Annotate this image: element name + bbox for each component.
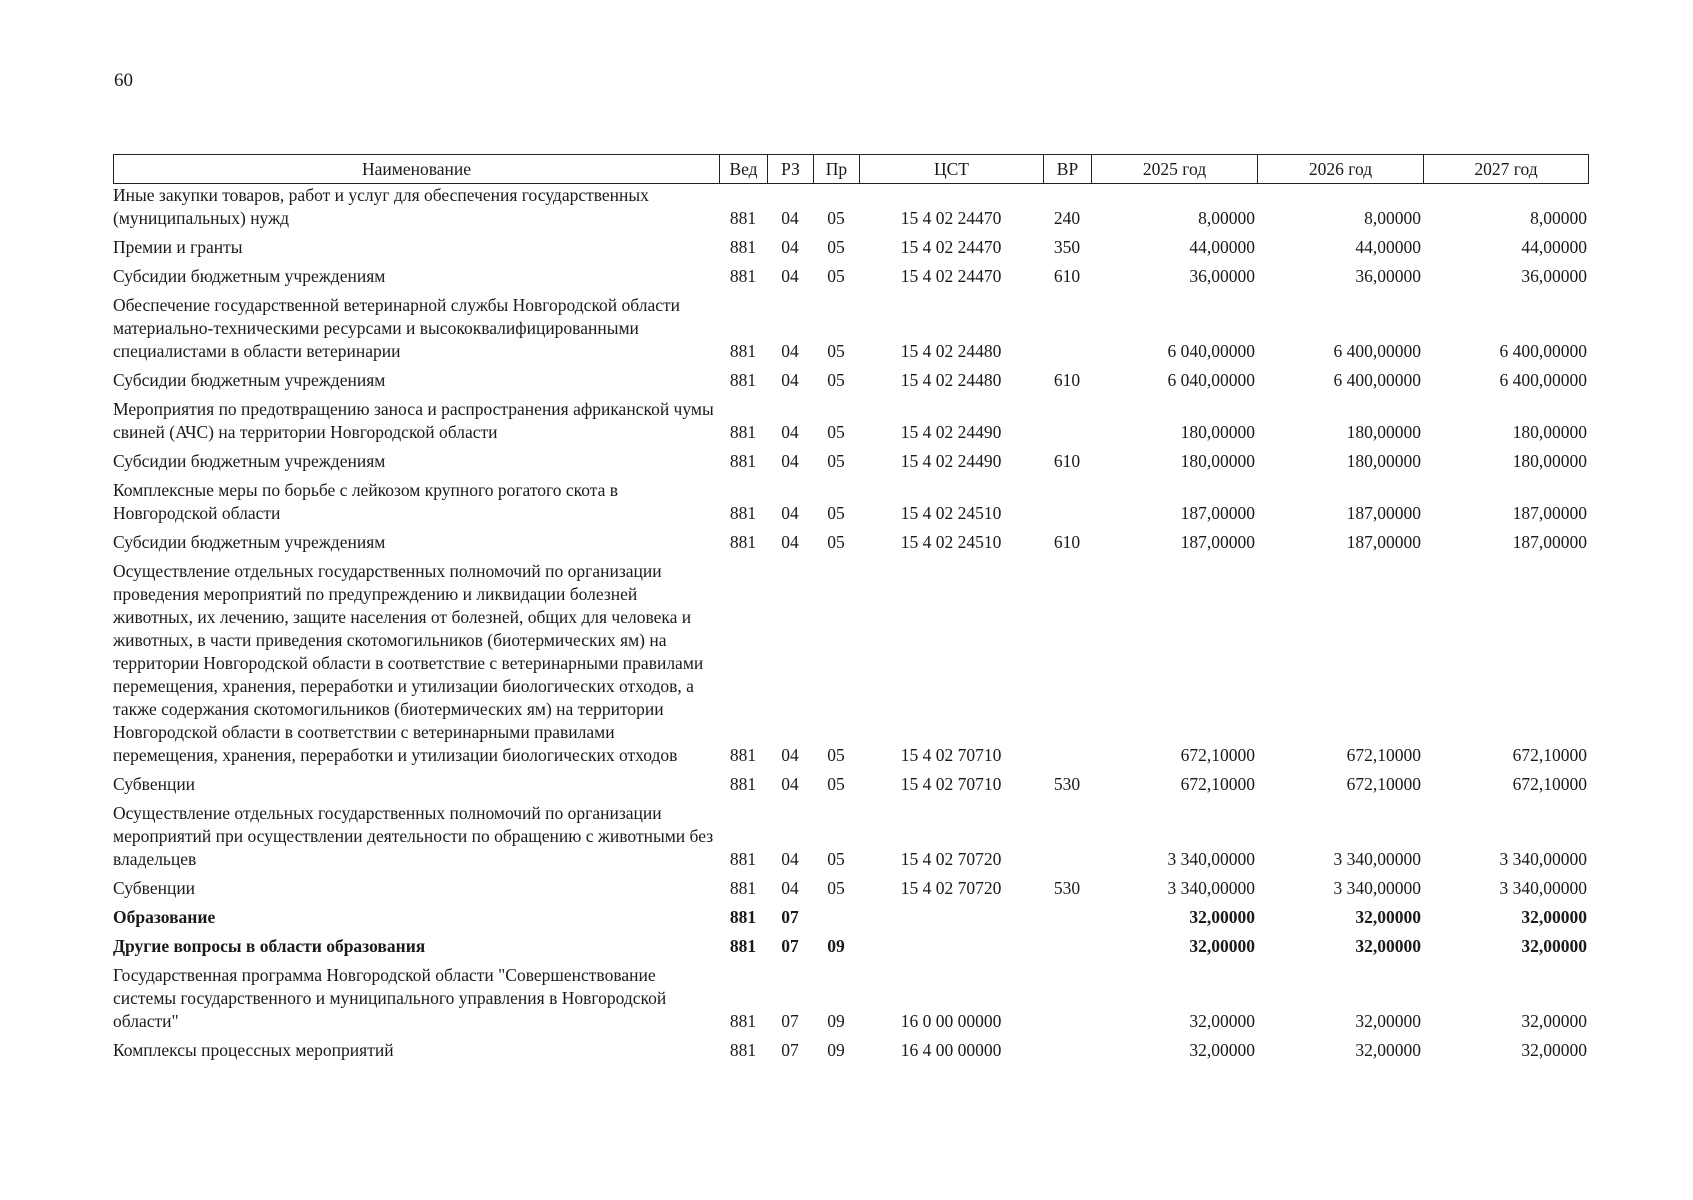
cell-2027: 44,00000 (1521, 237, 1587, 257)
cell-vr: 610 (1053, 370, 1081, 390)
cell-name: Другие вопросы в области образования (113, 936, 426, 956)
cell-pr: 05 (827, 849, 845, 869)
cell-2027: 32,00000 (1521, 1011, 1587, 1031)
cell-2027: 180,00000 (1512, 451, 1587, 471)
cell-ved: 881 (729, 208, 757, 228)
cell-vr (1043, 906, 1091, 935)
header-row (113, 154, 1589, 184)
cell-cst: 15 4 02 24510 (900, 503, 1002, 523)
cell-2025: 36,00000 (1189, 266, 1255, 286)
cell-name: Комплексы процессных мероприятий (113, 1040, 394, 1060)
cell-2027: 6 400,00000 (1499, 341, 1587, 361)
cell-2026: 3 340,00000 (1333, 878, 1421, 898)
cell-2026: 3 340,00000 (1333, 849, 1421, 869)
cell-pr: 05 (827, 341, 845, 361)
cell-ved: 881 (729, 745, 757, 765)
table-row (113, 369, 1589, 398)
header-year-2026: 2026 год (1257, 154, 1423, 184)
cell-2026: 180,00000 (1346, 422, 1421, 442)
cell-2025: 44,00000 (1189, 237, 1255, 257)
cell-2026: 36,00000 (1355, 266, 1421, 286)
cell-2027: 32,00000 (1521, 936, 1587, 956)
cell-cst: 15 4 02 24490 (900, 451, 1002, 471)
cell-name: Премии и гранты (113, 237, 243, 257)
cell-rz: 04 (781, 451, 799, 471)
cell-cst (859, 906, 1043, 935)
cell-2025: 187,00000 (1180, 503, 1255, 523)
cell-2025: 8,00000 (1198, 208, 1255, 228)
table-row (113, 236, 1589, 265)
table-row (113, 398, 1589, 450)
cell-name: Обеспечение государственной ветеринарной службы Новгородской области материально-техническими ресурсами и высококвалифицированными специалистами в области ветеринарии (113, 295, 681, 361)
cell-rz: 07 (781, 907, 799, 927)
cell-pr: 05 (827, 878, 845, 898)
cell-2025: 180,00000 (1180, 422, 1255, 442)
cell-rz: 04 (781, 341, 799, 361)
cell-2027: 32,00000 (1521, 1040, 1587, 1060)
table-row (113, 802, 1589, 877)
cell-pr: 09 (827, 1040, 845, 1060)
cell-pr: 05 (827, 503, 845, 523)
cell-vr: 530 (1053, 878, 1081, 898)
cell-rz: 04 (781, 208, 799, 228)
cell-pr: 09 (827, 1011, 845, 1031)
header-cst: ЦСТ (859, 154, 1043, 184)
cell-vr (1043, 802, 1091, 877)
cell-ved: 881 (729, 370, 757, 390)
cell-name: Субсидии бюджетным учреждениям (113, 451, 386, 471)
cell-cst: 15 4 02 24490 (900, 422, 1002, 442)
cell-name: Комплексные меры по борьбе с лейкозом крупного рогатого скота в Новгородской области (113, 480, 619, 523)
table-row (113, 479, 1589, 531)
cell-2025: 32,00000 (1189, 907, 1255, 927)
cell-2025: 6 040,00000 (1167, 341, 1255, 361)
cell-rz: 07 (781, 1011, 799, 1031)
cell-2025: 3 340,00000 (1167, 878, 1255, 898)
table-row (113, 1039, 1589, 1068)
table-header (113, 154, 1589, 184)
cell-name: Субвенции (113, 774, 196, 794)
cell-rz: 04 (781, 266, 799, 286)
cell-2026: 180,00000 (1346, 451, 1421, 471)
cell-vr (1043, 479, 1091, 531)
table-row (113, 450, 1589, 479)
cell-ved: 881 (729, 907, 757, 927)
cell-name: Осуществление отдельных государственных полномочий по организации мероприятий при осуществлении деятельности по обращению с животными без владельцев (113, 803, 714, 869)
cell-ved: 881 (729, 878, 757, 898)
table-row (113, 906, 1589, 935)
cell-cst: 15 4 02 70720 (900, 878, 1002, 898)
header-rz: РЗ (767, 154, 813, 184)
cell-2027: 8,00000 (1530, 208, 1587, 228)
cell-2026: 8,00000 (1364, 208, 1421, 228)
cell-vr (1043, 1039, 1091, 1068)
cell-ved: 881 (729, 341, 757, 361)
cell-ved: 881 (729, 451, 757, 471)
table-row (113, 265, 1589, 294)
cell-cst: 15 4 02 24470 (900, 266, 1002, 286)
cell-pr: 05 (827, 745, 845, 765)
table-row (113, 935, 1589, 964)
cell-2025: 187,00000 (1180, 532, 1255, 552)
header-vr: ВР (1043, 154, 1091, 184)
cell-vr: 610 (1053, 451, 1081, 471)
header-year-2025: 2025 год (1091, 154, 1257, 184)
cell-2026: 32,00000 (1355, 1011, 1421, 1031)
cell-2026: 672,10000 (1346, 745, 1421, 765)
table-row (113, 877, 1589, 906)
cell-2027: 6 400,00000 (1499, 370, 1587, 390)
table-row (113, 184, 1589, 236)
cell-cst (859, 935, 1043, 964)
cell-cst: 15 4 02 24480 (900, 370, 1002, 390)
cell-2026: 6 400,00000 (1333, 370, 1421, 390)
cell-cst: 15 4 02 24480 (900, 341, 1002, 361)
cell-cst: 15 4 02 70710 (900, 774, 1002, 794)
cell-2025: 3 340,00000 (1167, 849, 1255, 869)
cell-2026: 187,00000 (1346, 532, 1421, 552)
cell-rz: 07 (781, 936, 799, 956)
header-year-2027: 2027 год (1423, 154, 1589, 184)
cell-ved: 881 (729, 503, 757, 523)
cell-2027: 32,00000 (1521, 907, 1587, 927)
cell-ved: 881 (729, 1011, 757, 1031)
cell-name: Осуществление отдельных государственных полномочий по организации проведения мероприятий по предупреждению и ликвидации болезней животных, их лечению, защите населения от болезней, общих для человека и животных, в части приведения скотомогильников (биотермических ям) на территории Новгородской области в соответствие с ветеринарными правилами перемещения, хранения, переработки и утилизации биологических отходов, а также содержания скотомогильников (биотермических ям) на территории Новгородской области в соответствии с ветеринарными правилами перемещения, хранения, переработки и утилизации биологических отходов (113, 561, 704, 765)
cell-ved: 881 (729, 266, 757, 286)
header-pr: Пр (813, 154, 859, 184)
header-name: Наименование (113, 154, 719, 184)
cell-2026: 32,00000 (1355, 1040, 1421, 1060)
cell-vr (1043, 294, 1091, 369)
cell-2027: 3 340,00000 (1499, 878, 1587, 898)
cell-vr: 350 (1053, 237, 1081, 257)
page-number: 60 (114, 70, 133, 91)
cell-rz: 04 (781, 774, 799, 794)
cell-name: Мероприятия по предотвращению заноса и распространения африканской чумы свиней (АЧС) на территории Новгородской области (113, 399, 714, 442)
cell-rz: 04 (781, 422, 799, 442)
cell-rz: 04 (781, 503, 799, 523)
cell-cst: 15 4 02 24510 (900, 532, 1002, 552)
cell-vr (1043, 560, 1091, 773)
cell-name: Государственная программа Новгородской области "Совершенствование системы государственного и муниципального управления в Новгородской области" (113, 965, 667, 1031)
table-row (113, 294, 1589, 369)
cell-2026: 44,00000 (1355, 237, 1421, 257)
cell-cst: 16 0 00 00000 (900, 1011, 1002, 1031)
cell-2027: 672,10000 (1512, 774, 1587, 794)
cell-cst: 15 4 02 24470 (900, 237, 1002, 257)
cell-pr: 05 (827, 774, 845, 794)
cell-rz: 04 (781, 849, 799, 869)
cell-2027: 187,00000 (1512, 532, 1587, 552)
cell-2026: 672,10000 (1346, 774, 1421, 794)
cell-pr: 05 (827, 370, 845, 390)
header-ved: Вед (719, 154, 767, 184)
cell-cst: 15 4 02 70710 (900, 745, 1002, 765)
cell-2025: 180,00000 (1180, 451, 1255, 471)
cell-vr (1043, 935, 1091, 964)
cell-pr: 05 (827, 237, 845, 257)
cell-vr: 610 (1053, 532, 1081, 552)
cell-2027: 672,10000 (1512, 745, 1587, 765)
cell-rz: 04 (781, 532, 799, 552)
cell-cst: 15 4 02 24470 (900, 208, 1002, 228)
cell-rz: 04 (781, 237, 799, 257)
cell-2025: 32,00000 (1189, 936, 1255, 956)
cell-ved: 881 (729, 237, 757, 257)
cell-ved: 881 (729, 849, 757, 869)
cell-ved: 881 (729, 1040, 757, 1060)
cell-ved: 881 (729, 936, 757, 956)
cell-pr: 05 (827, 532, 845, 552)
cell-name: Образование (113, 907, 216, 927)
table-row (113, 964, 1589, 1039)
cell-pr (813, 906, 859, 935)
cell-rz: 04 (781, 370, 799, 390)
cell-2025: 6 040,00000 (1167, 370, 1255, 390)
cell-name: Иные закупки товаров, работ и услуг для обеспечения государственных (муниципальных) нужд (113, 185, 649, 228)
cell-name: Субвенции (113, 878, 196, 898)
cell-rz: 07 (781, 1040, 799, 1060)
cell-ved: 881 (729, 774, 757, 794)
cell-2027: 187,00000 (1512, 503, 1587, 523)
cell-2025: 32,00000 (1189, 1011, 1255, 1031)
cell-2025: 672,10000 (1180, 774, 1255, 794)
cell-2026: 32,00000 (1355, 936, 1421, 956)
cell-2026: 32,00000 (1355, 907, 1421, 927)
budget-table (113, 154, 1589, 1068)
cell-rz: 04 (781, 878, 799, 898)
cell-name: Субсидии бюджетным учреждениям (113, 266, 386, 286)
cell-cst: 16 4 00 00000 (900, 1040, 1002, 1060)
cell-pr: 05 (827, 451, 845, 471)
cell-cst: 15 4 02 70720 (900, 849, 1002, 869)
cell-rz: 04 (781, 745, 799, 765)
cell-vr: 610 (1053, 266, 1081, 286)
cell-vr: 240 (1053, 208, 1081, 228)
table-row (113, 531, 1589, 560)
cell-2027: 3 340,00000 (1499, 849, 1587, 869)
table-row (113, 773, 1589, 802)
cell-vr (1043, 964, 1091, 1039)
cell-2027: 180,00000 (1512, 422, 1587, 442)
cell-ved: 881 (729, 422, 757, 442)
cell-2025: 32,00000 (1189, 1040, 1255, 1060)
cell-pr: 05 (827, 422, 845, 442)
table-row (113, 560, 1589, 773)
cell-2026: 6 400,00000 (1333, 341, 1421, 361)
cell-vr (1043, 398, 1091, 450)
cell-2026: 187,00000 (1346, 503, 1421, 523)
cell-name: Субсидии бюджетным учреждениям (113, 532, 386, 552)
cell-vr: 530 (1053, 774, 1081, 794)
cell-ved: 881 (729, 532, 757, 552)
cell-2027: 36,00000 (1521, 266, 1587, 286)
cell-pr: 05 (827, 266, 845, 286)
cell-name: Субсидии бюджетным учреждениям (113, 370, 386, 390)
cell-2025: 672,10000 (1180, 745, 1255, 765)
table-body (113, 184, 1589, 1068)
cell-pr: 09 (827, 936, 845, 956)
cell-pr: 05 (827, 208, 845, 228)
